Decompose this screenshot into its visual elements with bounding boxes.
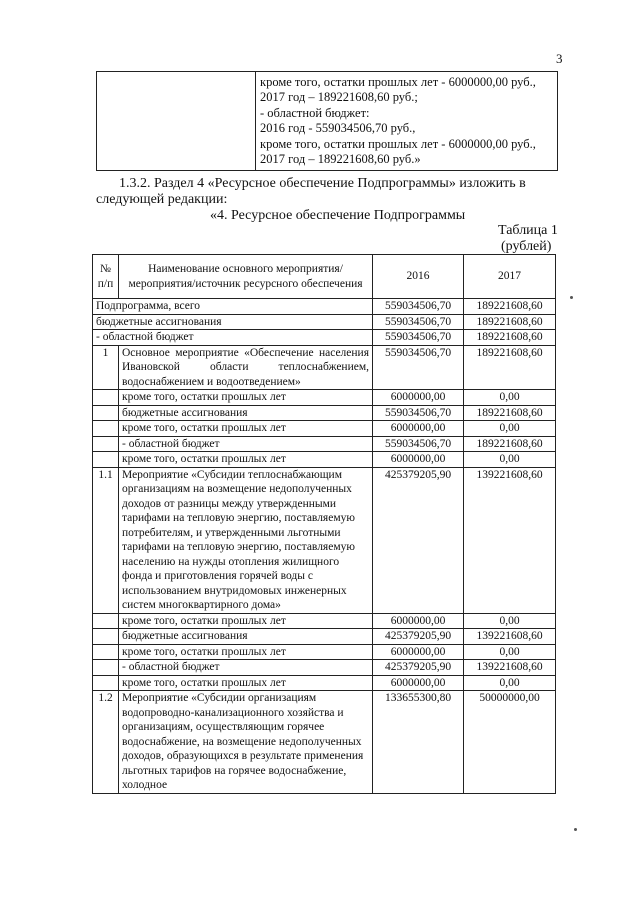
row-num — [93, 629, 119, 645]
top-table-text-cell — [256, 72, 558, 171]
header-num: № п/п — [93, 255, 119, 299]
section-heading: «4. Ресурсное обеспечение Подпрограммы — [210, 208, 466, 223]
top-line: 2016 год - 559034506,70 руб., — [260, 121, 416, 136]
page-number: 3 — [556, 51, 563, 66]
row-num — [93, 644, 119, 660]
table-header-row — [93, 255, 556, 299]
row-num — [93, 452, 119, 468]
top-table-empty-cell — [97, 72, 256, 171]
table-row — [93, 421, 556, 437]
row-2017: 189221608,60 — [464, 330, 556, 346]
row-2017: 189221608,60 — [464, 436, 556, 452]
row-2017: 189221608,60 — [464, 405, 556, 421]
row-2017: 139221608,60 — [464, 660, 556, 676]
row-2017: 189221608,60 — [464, 345, 556, 390]
row-2017: 0,00 — [464, 452, 556, 468]
scan-speck — [570, 296, 573, 299]
row-name: Основное мероприятие «Обеспечение населения Ивановской области теплоснабжением, водоснабжением и водоотведением» — [119, 345, 373, 390]
section-instruction: 1.3.2. Раздел 4 «Ресурсное обеспечение Подпрограммы» изложить в — [119, 176, 526, 191]
row-num — [93, 660, 119, 676]
table-row — [93, 613, 556, 629]
row-2016: 6000000,00 — [373, 644, 464, 660]
row-name: кроме того, остатки прошлых лет — [119, 452, 373, 468]
table-row — [93, 405, 556, 421]
row-num: 1.1 — [93, 467, 119, 613]
row-name: - областной бюджет — [93, 330, 373, 346]
header-2016: 2016 — [373, 255, 464, 299]
header-name: Наименование основного мероприятия/мероприятия/источник ресурсного обеспечения — [119, 255, 373, 299]
top-line: 2017 год – 189221608,60 руб.» — [260, 152, 421, 167]
header-2017: 2017 — [464, 255, 556, 299]
table-row — [93, 660, 556, 676]
row-num — [93, 405, 119, 421]
table-caption: Таблица 1 — [498, 223, 558, 238]
row-name: Мероприятие «Субсидии организациям водопроводно-канализационного хозяйства и организациям, осуществляющим горячее водоснабжение, на возмещение недополученных доходов, образующихся в результате применения льготных тарифов на горячее водоснабжение, холодное — [119, 691, 373, 794]
row-name: бюджетные ассигнования — [119, 629, 373, 645]
table-row — [93, 314, 556, 330]
table-row — [93, 629, 556, 645]
row-2016: 559034506,70 — [373, 299, 464, 315]
row-2016: 559034506,70 — [373, 314, 464, 330]
row-num: 1.2 — [93, 691, 119, 794]
row-2017: 139221608,60 — [464, 467, 556, 613]
top-line: 2017 год – 189221608,60 руб.; — [260, 90, 418, 105]
row-num — [93, 613, 119, 629]
row-2017: 189221608,60 — [464, 314, 556, 330]
row-2016: 6000000,00 — [373, 675, 464, 691]
section-instruction-cont: следующей редакции: — [96, 192, 228, 207]
row-2017: 0,00 — [464, 675, 556, 691]
row-2016: 559034506,70 — [373, 330, 464, 346]
row-2017: 0,00 — [464, 390, 556, 406]
row-2016: 6000000,00 — [373, 452, 464, 468]
scan-speck — [574, 828, 577, 831]
row-name: - областной бюджет — [119, 436, 373, 452]
row-num — [93, 390, 119, 406]
top-line: кроме того, остатки прошлых лет - 6000000,00 руб., — [260, 136, 536, 151]
row-2017: 0,00 — [464, 644, 556, 660]
row-2016: 425379205,90 — [373, 467, 464, 613]
row-2016: 6000000,00 — [373, 390, 464, 406]
row-name: кроме того, остатки прошлых лет — [119, 421, 373, 437]
row-2016: 559034506,70 — [373, 345, 464, 390]
row-name: кроме того, остатки прошлых лет — [119, 390, 373, 406]
table-row — [93, 345, 556, 390]
row-2017: 189221608,60 — [464, 299, 556, 315]
row-2016: 6000000,00 — [373, 421, 464, 437]
table-row — [93, 467, 556, 613]
row-num — [93, 421, 119, 437]
row-2017: 0,00 — [464, 613, 556, 629]
table-row — [93, 330, 556, 346]
top-line: кроме того, остатки прошлых лет - 6000000,00 руб., — [260, 75, 536, 89]
row-name: бюджетные ассигнования — [93, 314, 373, 330]
row-2017: 50000000,00 — [464, 691, 556, 794]
top-line: - областной бюджет: — [260, 105, 370, 120]
row-2017: 139221608,60 — [464, 629, 556, 645]
row-2016: 425379205,90 — [373, 660, 464, 676]
row-2016: 559034506,70 — [373, 436, 464, 452]
row-2017: 0,00 — [464, 421, 556, 437]
row-name: - областной бюджет — [119, 660, 373, 676]
row-name: бюджетные ассигнования — [119, 405, 373, 421]
row-2016: 6000000,00 — [373, 613, 464, 629]
table-row — [93, 390, 556, 406]
row-2016: 559034506,70 — [373, 405, 464, 421]
table-row — [93, 452, 556, 468]
row-2016: 425379205,90 — [373, 629, 464, 645]
row-name: кроме того, остатки прошлых лет — [119, 675, 373, 691]
table-row — [93, 675, 556, 691]
row-num — [93, 675, 119, 691]
table-row — [93, 691, 556, 794]
table-row — [93, 436, 556, 452]
table-row — [93, 644, 556, 660]
row-name: Подпрограмма, всего — [93, 299, 373, 315]
table-units: (рублей) — [501, 239, 552, 254]
row-name: кроме того, остатки прошлых лет — [119, 644, 373, 660]
row-name: кроме того, остатки прошлых лет — [119, 613, 373, 629]
row-2016: 133655300,80 — [373, 691, 464, 794]
resource-table — [92, 254, 556, 794]
top-continuation-table — [96, 71, 558, 171]
table-row — [93, 299, 556, 315]
row-num: 1 — [93, 345, 119, 390]
row-num — [93, 436, 119, 452]
row-name: Мероприятие «Субсидии теплоснабжающим организациям на возмещение недополученных доходов от разницы между утвержденными тарифами на тепловую энергию, поставляемую потребителям, и утвержденными льготными тарифами на тепловую энергию, поставляемую населению на нужды отопления жилищного фонда и приготовления горячей воды с использованием внутридомовых инженерных систем многоквартирного дома» — [119, 467, 373, 613]
